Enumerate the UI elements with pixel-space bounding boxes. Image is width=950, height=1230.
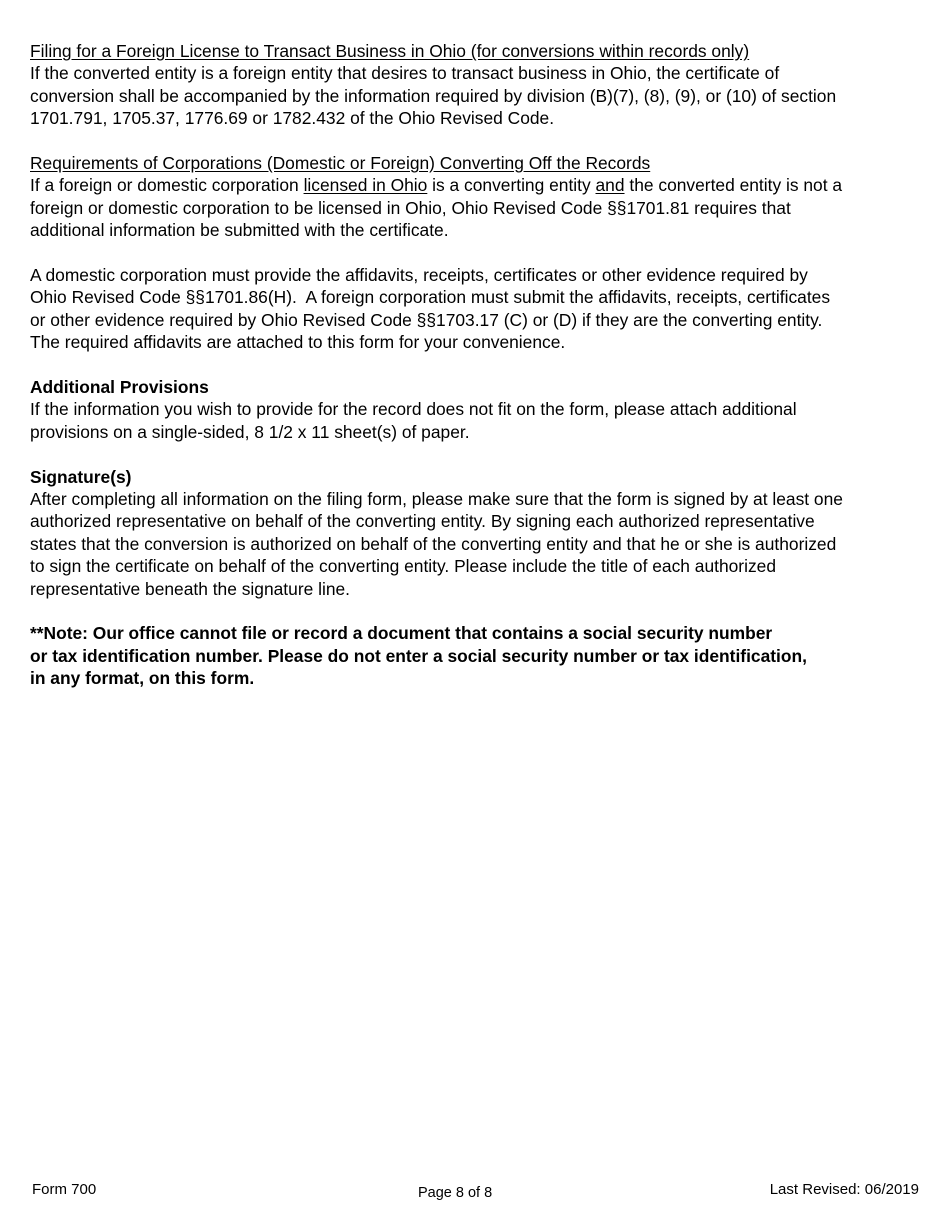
document-body [30,40,910,712]
footer-form-number: Form 700 [32,1181,97,1198]
signatures-line-5: representative beneath the signature line. [30,578,351,599]
additional-provisions-heading: Additional Provisions [30,377,209,398]
affidavits-line-4: The required affidavits are attached to this form for your convenience. [30,332,566,353]
corp-line1-part2: is a converting entity [427,175,596,196]
signatures-line-3: states that the conversion is authorized on behalf of the converting entity and that he or she is authorized [30,533,837,554]
corp-requirements-line-1 [30,174,910,196]
note-line-2: or tax identification number. Please do not enter a social security number or tax identification, [30,645,807,666]
section-additional-provisions [30,376,910,443]
corp-requirements-line-3: additional information be submitted with the certificate. [30,220,449,241]
affidavits-line-3: or other evidence required by Ohio Revised Code §§1703.17 (C) or (D) if they are the converting entity. [30,309,823,330]
section-note [30,622,910,689]
additional-provisions-line-2: provisions on a single-sided, 8 1/2 x 11 sheet(s) of paper. [30,421,470,442]
section-foreign-license [30,40,910,130]
foreign-license-line-3: 1701.791, 1705.37, 1776.69 or 1782.432 of the Ohio Revised Code. [30,108,555,129]
and-text: and [595,175,625,196]
note-line-1: **Note: Our office cannot file or record a document that contains a social security number [30,623,773,644]
foreign-license-line-2: conversion shall be accompanied by the information required by division (B)(7), (8), (9), or (10) of section [30,85,837,106]
corp-requirements-heading: Requirements of Corporations (Domestic or Foreign) Converting Off the Records [30,153,651,174]
section-affidavits [30,264,910,354]
licensed-in-ohio-text: licensed in Ohio [303,175,428,196]
affidavits-line-2: Ohio Revised Code §§1701.86(H). A foreign corporation must submit the affidavits, receipts, certificates [30,287,831,308]
foreign-license-line-1: If the converted entity is a foreign entity that desires to transact business in Ohio, the certificate of [30,63,780,84]
affidavits-line-1: A domestic corporation must provide the affidavits, receipts, certificates or other evidence required by [30,265,808,286]
signatures-line-4: to sign the certificate on behalf of the converting entity. Please include the title of each authorized [30,556,777,577]
section-corp-requirements [30,152,910,242]
corp-requirements-line-2: foreign or domestic corporation to be licensed in Ohio, Ohio Revised Code §§1701.81 requires that [30,197,791,218]
corp-line1-part1: If a foreign or domestic corporation [30,175,304,196]
section-signatures [30,466,910,600]
foreign-license-heading: Filing for a Foreign License to Transact Business in Ohio (for conversions within records only) [30,41,750,61]
corp-line1-part3: the converted entity is not a [624,175,843,196]
note-line-3: in any format, on this form. [30,668,255,689]
additional-provisions-line-1: If the information you wish to provide for the record does not fit on the form, please attach additional [30,399,797,420]
footer-page-number: Page 8 of 8 [418,1185,493,1201]
signatures-line-2: authorized representative on behalf of the converting entity. By signing each authorized representative [30,511,815,532]
signatures-heading: Signature(s) [30,466,132,487]
footer-last-revised: Last Revised: 06/2019 [769,1181,919,1198]
signatures-line-1: After completing all information on the filing form, please make sure that the form is signed by at least one [30,489,843,510]
